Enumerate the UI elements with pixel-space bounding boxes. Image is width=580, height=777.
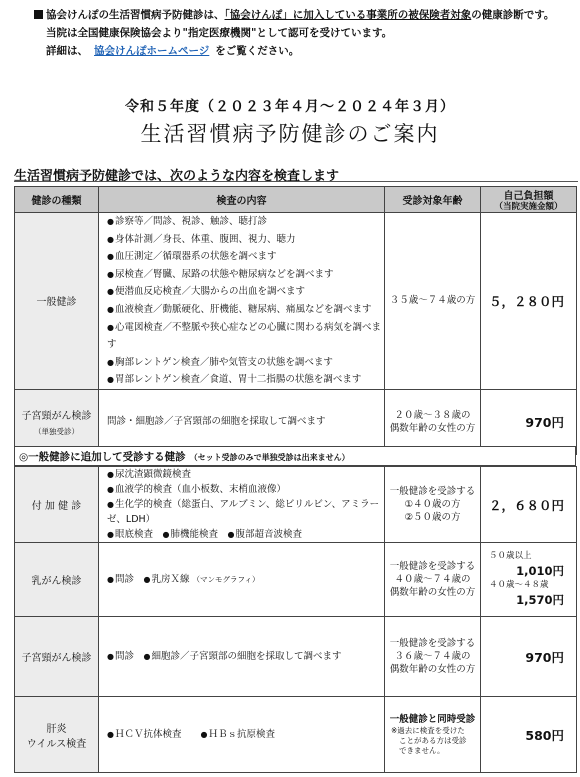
table-row-hepatitis: [15, 697, 577, 773]
list-item: ● 胃部レントゲン検査／食道、胃十二指腸の状態を調べます: [107, 371, 384, 389]
square-bullet-icon: [34, 10, 43, 19]
list-item: ● 肺機能検査: [163, 529, 219, 540]
section-header: [14, 446, 576, 466]
fiscal-year: 令和５年度（２０２３年４月～２０２４年３月）: [125, 99, 455, 115]
section-title: ◎一般健診に追加して受診する健診: [19, 451, 186, 463]
notice-line-3: [34, 42, 554, 60]
notice-line-2: 当院は全国健康保険協会より"指定医療機関"として認可を受けています。: [46, 27, 393, 39]
list-item: ● 血液学的検査（血小板数、末梢血液像）: [107, 482, 384, 497]
fee-label: ５０歳以上: [489, 550, 532, 561]
notice-block: [34, 6, 554, 60]
list-item: ● 血圧測定／循環器系の状態を調べます: [107, 248, 384, 266]
table-row-cervical-set: [15, 617, 577, 697]
list-item: ● 診察等／問診、視診、触診、聴打診: [107, 213, 384, 231]
age-line: ４０歳～７４歳の: [394, 574, 471, 585]
list-item: ● 問診: [107, 651, 134, 662]
list-item: ● 胸部レントゲン検査／肺や気管支の状態を調べます: [107, 354, 384, 372]
age-line: 一般健診を受診する: [389, 638, 476, 649]
notice-text: をご覧ください。: [215, 45, 300, 57]
section-note: （セット受診のみで単独受診は出来ません）: [189, 453, 350, 462]
name-line: 肝炎: [46, 723, 67, 735]
breast-exam-items: [99, 543, 385, 617]
cervical-single-fee: 970円: [481, 389, 577, 454]
name-line: ウイルス検査: [26, 738, 87, 750]
notice-text: 協会けんぽの生活習慣病予防健診は、: [46, 9, 225, 21]
list-item-row: [107, 527, 384, 542]
age-line: 偶数年齢の女性の方: [389, 664, 476, 675]
table-row-additional: [15, 467, 577, 543]
age-note: ※過去に検査を受けた: [391, 726, 465, 735]
age-line: ３６歳～７４歳の: [394, 651, 471, 662]
age-line: 一般健診と同時受診: [389, 714, 476, 725]
cervical-single-age: [385, 389, 481, 454]
table-row-cervical-single: [15, 389, 577, 454]
cervical-set-fee: 970円: [481, 617, 577, 697]
list-item: ● 問診: [107, 574, 134, 585]
age-line: ①４０歳の方: [404, 499, 461, 510]
header-content: 検査の内容: [99, 187, 385, 213]
cervical-single-name: [15, 389, 99, 454]
header-fee: [481, 187, 577, 213]
header-fee-label: 自己負担額: [503, 191, 554, 202]
hepatitis-exam-fee: 580円: [481, 697, 577, 773]
list-item: ● 血液検査／動脈硬化、肝機能、糖尿病、痛風などを調べます: [107, 301, 384, 319]
age-note: ことがある方は受診: [399, 736, 467, 745]
list-item: ● ＨＣＶ抗体検査: [107, 729, 182, 740]
list-item: ● 乳房Ｘ線: [144, 574, 190, 585]
list-item: ● 腹部超音波検査: [228, 529, 303, 540]
additional-exam-items: [99, 467, 385, 543]
general-exam-age: ３５歳～７４歳の方: [385, 213, 481, 390]
age-line: 一般健診を受診する: [389, 486, 476, 497]
page-title: 生活習慣病予防健診のご案内: [140, 122, 440, 146]
hepatitis-exam-items: [99, 697, 385, 773]
age-line: 偶数年齢の女性の方: [389, 422, 476, 434]
fee-value: 1,010円: [516, 563, 564, 578]
header-type: 健診の種類: [15, 187, 99, 213]
exam-table: [14, 186, 577, 455]
notice-line-1: [34, 6, 554, 24]
additional-exam-fee: ２，６８０円: [481, 467, 577, 543]
cervical-set-age: [385, 617, 481, 697]
header-age: 受診対象年齢: [385, 187, 481, 213]
list-item: ● 眼底検査: [107, 529, 153, 540]
breast-exam-age: [385, 543, 481, 617]
age-line: 偶数年齢の女性の方: [389, 587, 476, 598]
breast-exam-fee: [481, 543, 577, 617]
hepatitis-exam-name: [15, 697, 99, 773]
notice-text: 詳細は、: [46, 45, 88, 57]
additional-exam-name: 付 加 健 診: [15, 467, 99, 543]
cervical-single-label: 子宮頸がん検診: [21, 410, 92, 422]
list-item: ● 身体計測／身長、体重、腹囲、視力、聴力: [107, 231, 384, 249]
notice-text: の健康診断です。: [471, 9, 555, 21]
cervical-set-items: [99, 617, 385, 697]
additional-exam-age: [385, 467, 481, 543]
age-note: できません。: [399, 746, 445, 755]
list-item: ● ＨＢｓ抗原検査: [201, 729, 276, 740]
fee-label: ４０歳～４８歳: [489, 579, 549, 590]
homepage-link[interactable]: 協会けんぽホームページ: [94, 45, 210, 57]
list-item: ● 尿検査／腎臓、尿路の状態や糖尿病などを調べます: [107, 266, 384, 284]
general-exam-fee: ５，２８０円: [481, 213, 577, 390]
header-fee-sub: （当院実施金額）: [494, 202, 563, 212]
age-line: ２０歳～３８歳の: [394, 409, 471, 421]
notice-emphasis: 「協会けんぽ」に加入している事業所の被保険者対象: [224, 9, 472, 21]
table-row-breast: [15, 543, 577, 617]
general-exam-name: 一般健診: [15, 213, 99, 390]
cervical-single-note: （単独受診）: [34, 426, 79, 436]
general-exam-items: [99, 213, 385, 390]
fee-value: 1,570円: [516, 592, 564, 607]
intro-text: 生活習慣病予防健診では、次のような内容を検査します: [14, 169, 340, 184]
table-header-row: [15, 187, 577, 213]
breast-exam-name: 乳がん検診: [15, 543, 99, 617]
cervical-single-content: 問診・細胞診／子宮頸部の細胞を採取して調べます: [99, 389, 385, 454]
list-item: ● 心電図検査／不整脈や狭心症などの心臓に関わる病気を調べます: [107, 319, 384, 354]
age-line: ②５０歳の方: [404, 512, 461, 523]
hepatitis-exam-age: [385, 697, 481, 773]
age-line: 一般健診を受診する: [389, 561, 476, 572]
list-item: ● 便潜血反応検査／大腸からの出血を調べます: [107, 283, 384, 301]
list-item: ● 生化学的検査（総蛋白、アルブミン、総ビリルビン、アミラーゼ、LDH）: [107, 497, 384, 527]
intro-underline: [14, 181, 578, 182]
list-item: ● 細胞診／子宮頸部の細胞を採取して調べます: [144, 651, 342, 662]
table-row-general: [15, 213, 577, 390]
cervical-set-name: 子宮頸がん検診: [15, 617, 99, 697]
list-item: ● 尿沈渣顕微鏡検査: [107, 467, 384, 482]
item-note: （マンモグラフィ）: [192, 574, 260, 584]
additional-exam-table: [14, 466, 577, 773]
